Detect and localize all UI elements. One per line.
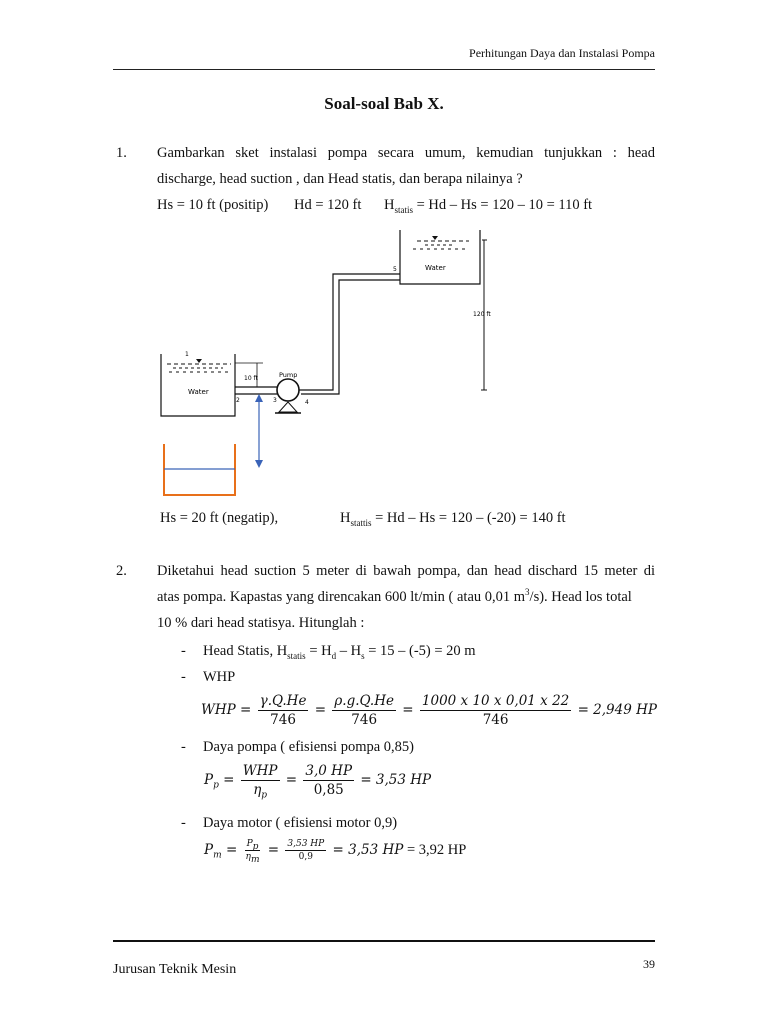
pump-icon xyxy=(277,379,299,401)
lower-water-label: Water xyxy=(188,388,209,396)
q1-hs-negative: Hs = 20 ft (negatip), xyxy=(160,510,279,526)
q2-item2-dash: - xyxy=(181,669,186,685)
q1-hstatis-b: $H_{stattis} = Hd - Hs = 120 - (-20) = 140$ ft xyxy=(340,510,566,528)
motor-power-equation: $P_m$ = $\frac{P_p}{\eta_m}$ = $\frac{3,53 HP}{0,9}$ = 3,53 HP = 3,92 HP xyxy=(204,839,467,865)
running-header: Perhitungan Daya dan Instalasi Pompa xyxy=(469,46,655,60)
q1-hs-positive: Hs = 10 ft (positip) xyxy=(157,197,269,213)
q2-line1: Diketahui head suction 5 meter di bawah pompa, dan head dischard 15 meter di xyxy=(157,563,655,579)
q1-number: 1. xyxy=(116,145,127,161)
q2-line2: atas pompa. Kapastas yang direncakan 600 lt/min ( atau 0,01 $m^3/s$). Head los total xyxy=(157,587,632,605)
q1-hd: Hd = 120 ft xyxy=(294,197,362,213)
label-1: 1 xyxy=(185,351,189,358)
label-2: 2 xyxy=(236,397,240,404)
q2-line3: 10 % dari head statisya. Hitunglah : xyxy=(157,615,365,631)
label-4: 4 xyxy=(305,399,309,406)
q1-line1: Gambarkan sket instalasi pompa secara umum, kemudian tunjukkan : head xyxy=(157,145,655,161)
label-3: 3 xyxy=(273,397,277,404)
lower-water-level-icon xyxy=(196,359,202,363)
q2-number: 2. xyxy=(116,563,127,579)
q2-item1-head-statis: Head Statis, $H_{statis} = H_d - H_s = 15 - (-5) = 20$ m xyxy=(203,643,476,661)
label-120ft: 120 ft xyxy=(473,311,491,318)
q2-item3-dash: - xyxy=(181,739,186,755)
label-5: 5 xyxy=(393,266,397,273)
page-number: 39 xyxy=(643,957,655,971)
upper-water-label: Water xyxy=(425,264,446,272)
lower-tank xyxy=(161,354,235,416)
q2-item3-pump-power: Daya pompa ( efisiensi pompa 0,85) xyxy=(203,739,415,755)
label-10ft: 10 ft xyxy=(244,375,258,382)
q1-line2: discharge, head suction , dan Head statis, dan berapa nilainya ? xyxy=(157,171,523,187)
footer-department: Jurusan Teknik Mesin xyxy=(113,962,237,977)
q2-item4-motor-power: Daya motor ( efisiensi motor 0,9) xyxy=(203,815,398,831)
pump-label: Pump xyxy=(279,371,298,379)
pump-power-equation: $P_p$ = $\frac{\text{WHP}}{\eta_p}$ = $\frac{3,0 HP}{0,85}$ = 3,53 HP xyxy=(204,763,432,801)
upper-water-level-icon xyxy=(432,236,438,240)
q2-item2-whp: WHP xyxy=(203,669,236,685)
q1-hstatis-a: $H_{statis} = Hd - Hs = 120 - 10 = 110$ ft xyxy=(384,197,593,215)
footer-rule xyxy=(113,940,655,942)
upper-tank xyxy=(400,230,480,284)
q2-item1-dash: - xyxy=(181,643,186,659)
discharge-pipe xyxy=(296,274,400,390)
pump-installation-diagram xyxy=(155,222,515,502)
q2-item4-dash: - xyxy=(181,815,186,831)
page-title: Soal-soal Bab X. xyxy=(324,94,444,113)
header-rule xyxy=(113,69,655,70)
whp-equation: WHP = $\frac{\gamma.Q.He}{746}$ = $\frac{\rho.g.Q.He}{746}$ = $\frac{1000 x 10 x 0,01 x 22}{746}$ = 2,949 HP xyxy=(201,693,657,728)
